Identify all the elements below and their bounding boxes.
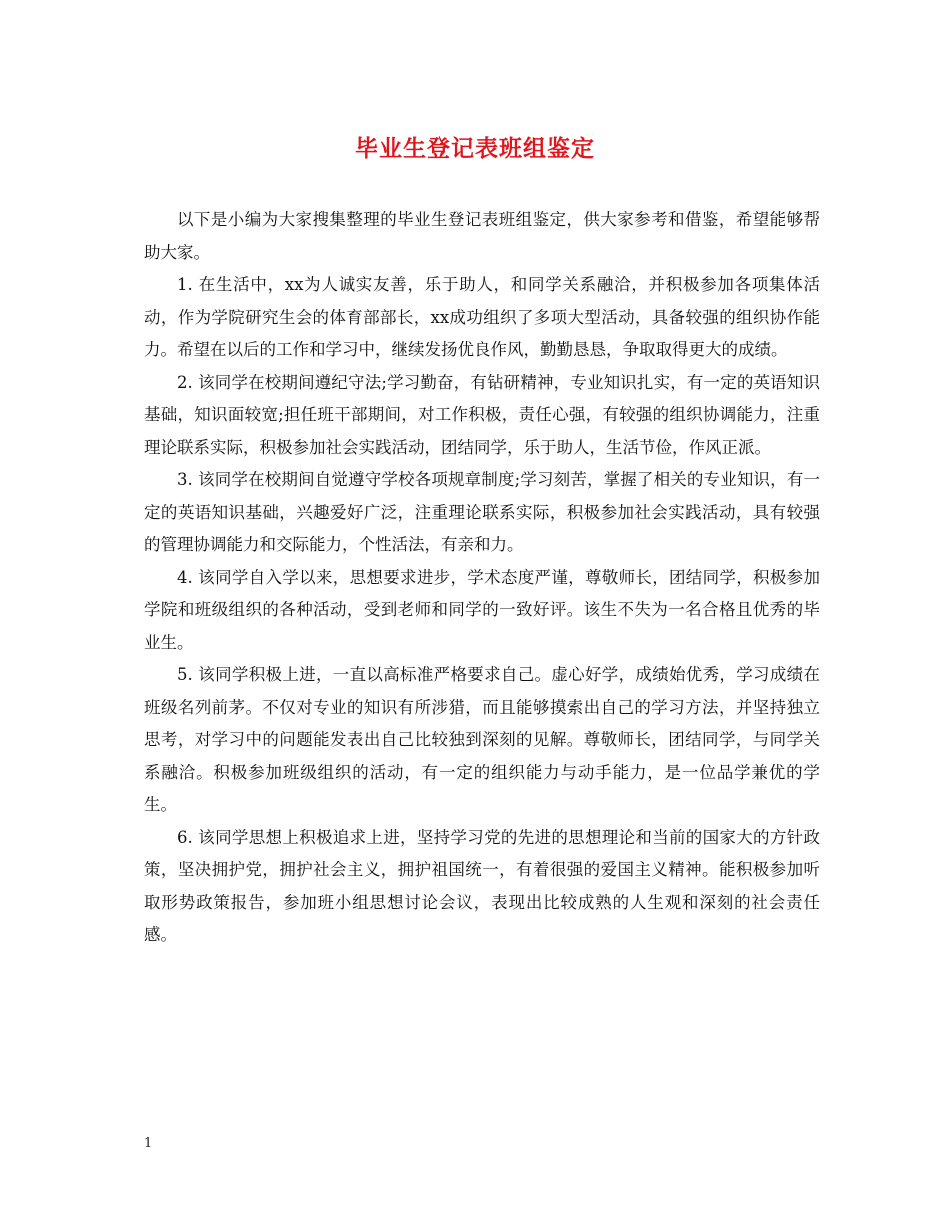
paragraph-5: 5. 该同学积极上进，一直以高标准严格要求自己。虚心好学，成绩始优秀，学习成绩在班级名列前茅。不仅对专业的知识有所涉猎，而且能够摸索出自己的学习方法，并坚持独立思考，对学习中的问题能发表出自己比较独到深刻的见解。尊敬师长，团结同学，与同学关系融洽。积极参加班级组织的活动，有一定的组织能力与动手能力，是一位品学兼优的学生。	[144, 665, 820, 814]
paragraph-intro: 以下是小编为大家搜集整理的毕业生登记表班组鉴定，供大家参考和借鉴，希望能够帮助大家。	[144, 210, 820, 262]
paragraph-4: 4. 该同学自入学以来，思想要求进步，学术态度严谨，尊敬师长，团结同学，积极参加学院和班级组织的各种活动，受到老师和同学的一致好评。该生不失为一名合格且优秀的毕业生。	[144, 567, 820, 652]
paragraph-6: 6. 该同学思想上积极追求上进，坚持学习党的先进的思想理论和当前的国家大的方针政策，坚决拥护党，拥护社会主义，拥护祖国统一，有着很强的爱国主义精神。能积极参加听取形势政策报告，参加班小组思想讨论会议，表现出比较成熟的人生观和深刻的社会责任感。	[144, 827, 820, 944]
document-body	[144, 204, 820, 952]
page-number: 1	[144, 1136, 153, 1151]
paragraph-3: 3. 该同学在校期间自觉遵守学校各项规章制度;学习刻苦，掌握了相关的专业知识，有一定的英语知识基础，兴趣爱好广泛，注重理论联系实际，积极参加社会实践活动，具有较强的管理协调能力和交际能力，个性活法，有亲和力。	[144, 470, 820, 554]
paragraph-1: 1. 在生活中，xx为人诚实友善，乐于助人，和同学关系融洽，并积极参加各项集体活动，作为学院研究生会的体育部部长，xx成功组织了多项大型活动，具备较强的组织协作能力。希望在以后的工作和学习中，继续发扬优良作风，勤勤恳恳，争取取得更大的成绩。	[144, 275, 820, 359]
document-title: 毕业生登记表班组鉴定	[355, 135, 595, 162]
paragraph-2: 2. 该同学在校期间遵纪守法;学习勤奋，有钻研精神，专业知识扎实，有一定的英语知识基础，知识面较宽;担任班干部期间，对工作积极，责任心强，有较强的组织协调能力，注重理论联系实际，积极参加社会实践活动，团结同学，乐于助人，生活节俭，作风正派。	[144, 372, 820, 457]
